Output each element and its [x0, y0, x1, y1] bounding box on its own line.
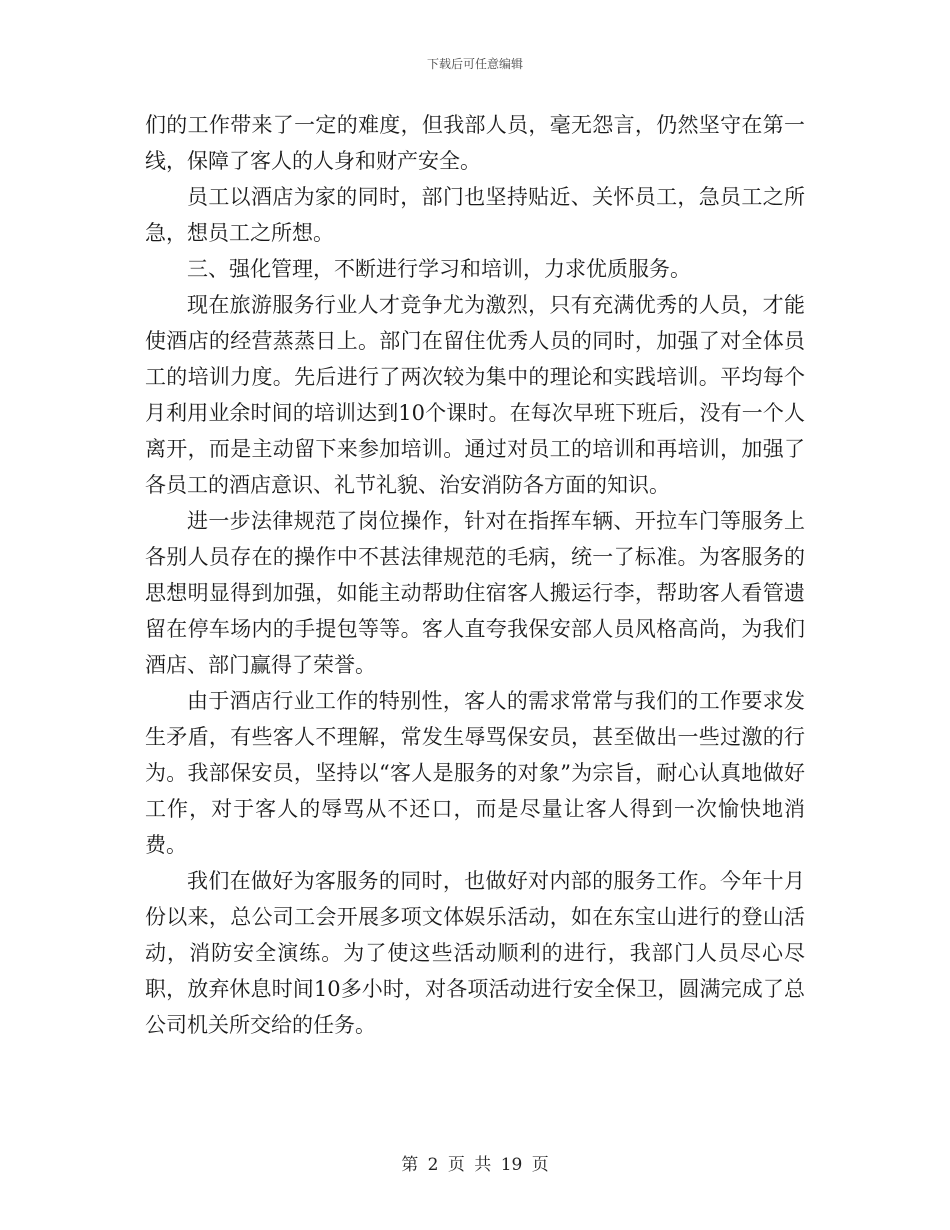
- page-header: 下载后可任意编辑: [426, 57, 523, 71]
- paragraph-standardization: 进一步法律规范了岗位操作，针对在指挥车辆、开拉车门等服务上各别人员存在的操作中不甚法律规范的毛病，统一了标准。为客服务的思想明显得到加强，如能主动帮助住宿客人搬运行李，帮助客人看管遗留在停车场内的手提包等等。客人直夸我保安部人员风格高尚，为我们酒店、部门赢得了荣誉。: [145, 509, 805, 677]
- paragraph-internal-service: 我们在做好为客服务的同时，也做好对内部的服务工作。今年十月份以来，总公司工会开展多项文体娱乐活动，如在东宝山进行的登山活动，消防安全演练。为了使这些活动顺利的进行，我部门人员尽心尽职，放弃休息时间10多小时，对各项活动进行安全保卫，圆满完成了总公司机关所交给的任务。: [145, 869, 805, 1037]
- paragraph-guest-conflicts: 由于酒店行业工作的特别性，客人的需求常常与我们的工作要求发生矛盾，有些客人不理解，常发生辱骂保安员，甚至做出一些过激的行为。我部保安员，坚持以“客人是服务的对象”为宗旨，耐心认真地做好工作，对于客人的辱骂从不还口，而是尽量让客人得到一次愉快地消费。: [145, 689, 805, 857]
- section-heading-management: 三、强化管理，不断进行学习和培训，力求优质服务。: [187, 257, 691, 281]
- page-number-footer: 第 2 页 共 19 页: [401, 1155, 549, 1175]
- paragraph-continuation: 们的工作带来了一定的难度，但我部人员，毫无怨言，仍然坚守在第一线，保障了客人的人身和财产安全。: [145, 113, 805, 173]
- document-body: [145, 107, 805, 1043]
- paragraph-staff-care: 员工以酒店为家的同时，部门也坚持贴近、关怀员工，急员工之所急，想员工之所想。: [145, 185, 805, 245]
- paragraph-training: 现在旅游服务行业人才竞争尤为激烈，只有充满优秀的人员，才能使酒店的经营蒸蒸日上。部门在留住优秀人员的同时，加强了对全体员工的培训力度。先后进行了两次较为集中的理论和实践培训。平均每个月利用业余时间的培训达到10个课时。在每次早班下班后，没有一个人离开，而是主动留下来参加培训。通过对员工的培训和再培训，加强了各员工的酒店意识、礼节礼貌、治安消防各方面的知识。: [145, 293, 805, 497]
